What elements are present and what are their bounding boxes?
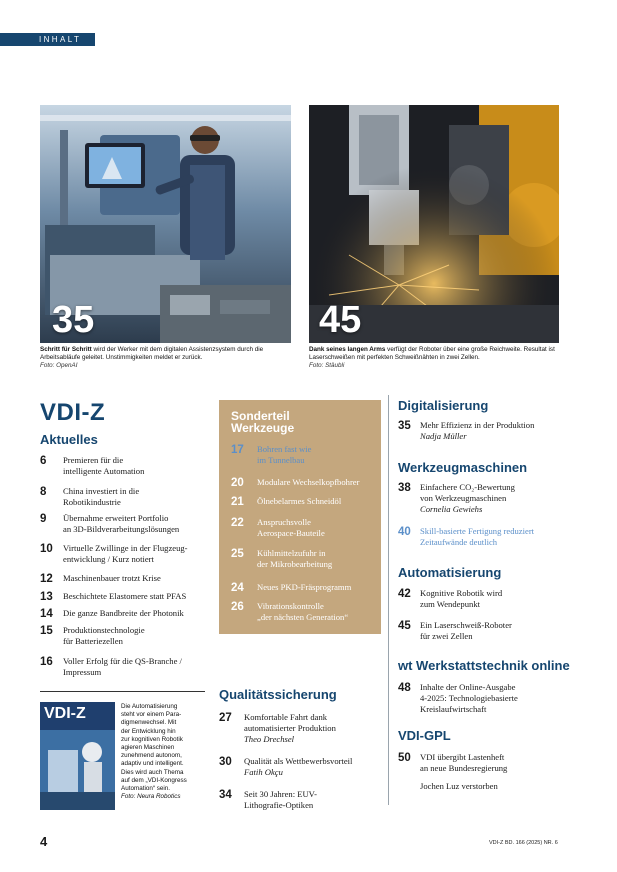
toc-page-number: 22	[231, 517, 244, 529]
toc-title-line: „der nächsten Generation“	[257, 612, 349, 622]
toc-title-line: Komfortable Fahrt dank	[244, 712, 328, 722]
issue-info: VDI-Z BD. 166 (2025) NR. 6	[489, 840, 558, 846]
toc-title	[244, 712, 336, 745]
toc-page-number: 50	[398, 752, 411, 764]
sonderteil-box	[219, 400, 381, 634]
toc-title-line: Kognitive Robotik wird	[420, 588, 503, 598]
toc-title-line: Mehr Effizienz in der Produktion	[420, 420, 535, 430]
toc-title-line: automatisierter Produktion	[244, 723, 336, 733]
toc-title-line: Premieren für die	[63, 455, 124, 465]
toc-page-number: 10	[40, 543, 53, 555]
toc-title-line: Übernahme erweitert Portfolio	[63, 513, 169, 523]
toc-page-number: 30	[219, 756, 232, 768]
toc-page-number: 25	[231, 548, 244, 560]
toc-title-line: für Batteriezellen	[63, 636, 123, 646]
toc-page-number: 6	[40, 455, 47, 467]
toc-title	[63, 625, 145, 647]
toc-title-line: entwicklung / Kurz notiert	[63, 554, 154, 564]
toc-title-line: Seit 30 Jahren: EUV-	[244, 789, 317, 799]
toc-title-line: Zeitaufwände deutlich	[420, 537, 498, 547]
section-title-qualitaetssicherung: Qualitätssicherung	[219, 687, 337, 702]
photo-page-number: 35	[52, 299, 95, 341]
cover-caption-line: adaptiv und intelligent.	[121, 760, 184, 768]
section-title-vdi-gpl: VDI-GPL	[398, 728, 451, 743]
toc-author: Cornelia Gewiehs	[420, 504, 483, 514]
toc-title	[63, 591, 186, 602]
toc-title-line: Vibrationskontrolle	[257, 601, 324, 611]
cover-logo: VDI-Z	[44, 705, 86, 722]
cover-caption-line: Die Automatisierung	[121, 703, 178, 710]
photo-credit: Foto: Stäubli	[309, 362, 345, 370]
photo-credit: Foto: OpenAI	[40, 362, 78, 370]
toc-author: Nadja Müller	[420, 431, 467, 441]
toc-title-line: Ein Laserschweiß-Roboter	[420, 620, 512, 630]
photo-caption-2	[309, 346, 567, 371]
toc-page-number: 40	[398, 526, 411, 538]
toc-page-number: 13	[40, 591, 53, 603]
toc-title	[420, 620, 512, 642]
toc-title-line: Produktionstechnologie	[63, 625, 145, 635]
toc-page-number: 27	[219, 712, 232, 724]
page-number: 4	[40, 834, 48, 849]
toc-title-line: Die ganze Bandbreite der Photonik	[63, 608, 184, 618]
toc-page-number: 26	[231, 601, 244, 613]
sonderteil-title	[231, 410, 294, 434]
cover-caption-line: auf dem „VDI-Kongress	[121, 776, 187, 784]
toc-title	[63, 455, 144, 477]
toc-page-number: 17	[231, 444, 244, 456]
toc-title-line: Anspruchsvolle	[257, 517, 311, 527]
toc-title	[420, 420, 534, 442]
toc-author: Fatih Okçu	[244, 767, 283, 777]
toc-title-line: Inhalte der Online-Ausgabe	[420, 682, 516, 692]
toc-title	[257, 477, 359, 488]
cover-caption-line: agieren Maschinen	[121, 744, 175, 752]
toc-title	[257, 496, 341, 507]
toc-title-line: Neues PKD-Fräsprogramm	[257, 582, 352, 592]
toc-title	[63, 573, 161, 584]
toc-title	[63, 608, 184, 619]
section-title-automatisierung: Automatisierung	[398, 565, 502, 580]
toc-author: Theo Drechsel	[244, 734, 295, 744]
toc-title-line: Voller Erfolg für die QS-Branche /	[63, 656, 182, 666]
section-title-digitalisierung: Digitalisierung	[398, 398, 489, 413]
toc-page-number: 45	[398, 620, 411, 632]
toc-title-line: intelligente Automation	[63, 466, 145, 476]
toc-title	[257, 548, 332, 570]
toc-title	[63, 486, 139, 508]
cover-caption-line: der Entwicklung hin	[121, 727, 176, 735]
toc-title-line: Impressum	[63, 667, 102, 677]
toc-page-number: 21	[231, 496, 244, 508]
toc-page-number: 42	[398, 588, 411, 600]
toc-title	[244, 789, 317, 811]
cover-credit: Foto: Neura Robotics	[121, 793, 181, 801]
toc-title-line: an 3D-Bildverarbeitungslösungen	[63, 524, 180, 534]
sonderteil-title-line1: Sonderteil	[231, 409, 290, 423]
toc-title-line: Kühlmittelzufuhr in	[257, 548, 326, 558]
toc-page-number: 20	[231, 477, 244, 489]
toc-title-line: der Mikrobearbeitung	[257, 559, 333, 569]
toc-page-number: 12	[40, 573, 53, 585]
cover-caption-line: zur kognitiven Robotik	[121, 735, 183, 743]
toc-title-line: Robotikindustrie	[63, 497, 121, 507]
vdi-z-logo: VDI-Z	[40, 399, 106, 426]
cover-robot-illustration	[40, 730, 115, 810]
toc-title	[257, 444, 311, 466]
caption-bold: Dank seines langen Arms	[309, 346, 386, 353]
toc-title	[420, 682, 518, 715]
toc-title-line: Qualität als Wettbewerbsvorteil	[244, 756, 353, 766]
toc-page-number: 8	[40, 486, 47, 498]
toc-title	[420, 526, 534, 548]
sonderteil-title-line2: Werkzeuge	[231, 421, 295, 435]
cover-caption-line: steht vor einem Para-	[121, 711, 182, 719]
cover-caption-lines	[121, 703, 209, 793]
gpl-extra: Jochen Luz verstorben	[420, 781, 498, 791]
toc-title-line: Skill-basierte Fertigung reduziert	[420, 526, 535, 536]
toc-title-line: Kreislaufwirtschaft	[420, 704, 487, 714]
column-separator	[388, 395, 389, 805]
cover-caption-line: Dies wird auch Thema	[121, 768, 184, 776]
toc-title-line: im Tunnelbau	[257, 455, 305, 465]
toc-title	[63, 656, 182, 678]
section-title-werkzeugmaschinen: Werkzeugmaschinen	[398, 460, 528, 475]
photo-page-number: 45	[319, 299, 362, 341]
toc-title-line: zum Wendepunkt	[420, 599, 481, 609]
photo-welding-robot	[309, 105, 559, 343]
toc-title-line: Bohren fast wie	[257, 444, 312, 454]
toc-title	[63, 513, 179, 535]
toc-title-line: Lithografie-Optiken	[244, 800, 314, 810]
toc-page-number: 14	[40, 608, 53, 620]
toc-title	[257, 517, 325, 539]
toc-title	[420, 482, 515, 515]
photo-caption-1	[40, 346, 295, 371]
toc-page-number: 48	[398, 682, 411, 694]
section-tab: INHALT	[0, 33, 95, 46]
toc-page-number: 38	[398, 482, 411, 494]
toc-title-line: Einfachere CO₂-Bewertung	[420, 482, 515, 492]
toc-page-number: 16	[40, 656, 53, 668]
toc-title-line: VDI übergibt Lastenheft	[420, 752, 505, 762]
toc-title-line: Beschichtete Elastomere statt PFAS	[63, 591, 187, 601]
caption-text: verfügt der Roboter über eine große Reichweite. Resultat ist Laserschweißen mit perfekten Schweißnähten in zwei Zellen.	[309, 346, 555, 362]
toc-page-number: 24	[231, 582, 244, 594]
photo-worker-assistance	[40, 105, 291, 343]
caption-bold: Schritt für Schritt	[40, 346, 92, 353]
cover-caption	[121, 703, 209, 801]
toc-title-line: für zwei Zellen	[420, 631, 473, 641]
toc-title	[420, 752, 507, 774]
toc-title	[420, 588, 502, 610]
toc-title-line: China investiert in die	[63, 486, 140, 496]
toc-page-number: 35	[398, 420, 411, 432]
toc-title-line: Maschinenbauer trotzt Krise	[63, 573, 161, 583]
toc-title	[257, 582, 351, 593]
section-title-wt: wt Werkstattstechnik online	[398, 658, 570, 673]
toc-title-line: Ölnebelarmes Schneidöl	[257, 496, 342, 506]
cover-caption-line: zunehmend autonom,	[121, 752, 182, 760]
toc-title	[244, 756, 352, 778]
toc-title-line: von Werkzeugmaschinen	[420, 493, 507, 503]
caption-text: wird der Werker mit dem digitalen Assistenzsystem durch die Arbeitsabläufe geleitet. Unstimmigkeiten meldet er zurück.	[40, 346, 264, 362]
toc-title-line: an neue Bundesregierung	[420, 763, 508, 773]
divider	[40, 691, 205, 692]
toc-title-line: Modulare Wechselkopfbohrer	[257, 477, 360, 487]
cover-caption-line: Automation“ sein.	[121, 785, 171, 793]
toc-title-line: 4-2025: Technologiebasierte	[420, 693, 518, 703]
toc-title	[257, 601, 348, 623]
toc-page-number: 9	[40, 513, 47, 525]
toc-title-line: Virtuelle Zwillinge in der Flugzeug-	[63, 543, 188, 553]
section-title-aktuelles: Aktuelles	[40, 432, 98, 447]
magazine-cover	[40, 702, 115, 810]
toc-page-number: 34	[219, 789, 232, 801]
toc-title-line: Aerospace-Bauteile	[257, 528, 325, 538]
toc-page-number: 15	[40, 625, 53, 637]
toc-title	[63, 543, 188, 565]
cover-caption-line: digmenwechsel. Mit	[121, 719, 177, 727]
